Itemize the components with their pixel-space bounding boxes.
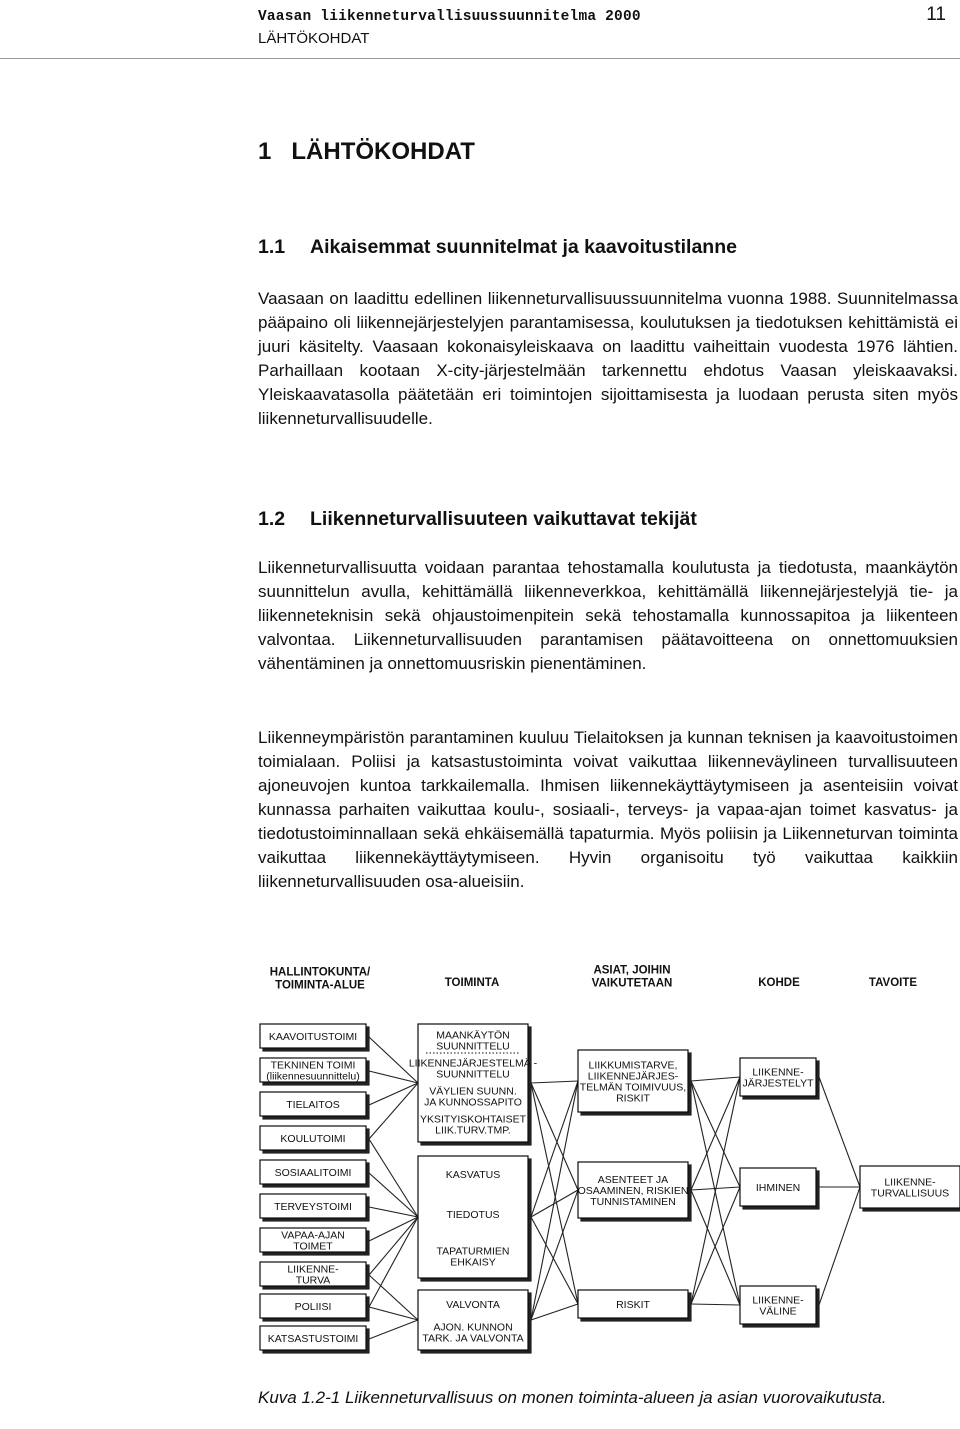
connector-line [531, 1190, 578, 1320]
factor-box-label: ASENTEET JA [597, 1174, 669, 1186]
column-header-col5: TAVOITE [868, 977, 918, 989]
column-header-col2: TOIMINTA [444, 977, 500, 989]
department-box-label: POLIISI [294, 1301, 332, 1313]
connector-line [531, 1217, 578, 1304]
target-box-label: JÄRJESTELYT [742, 1077, 814, 1090]
factor-box-label: RISKIT [616, 1299, 650, 1311]
target-box-label: VÄLINE [759, 1305, 797, 1318]
running-header [258, 6, 641, 50]
activity-item: KASVATUS [445, 1169, 501, 1181]
section-title: Aikaisemmat suunnitelmat ja kaavoitustilanne [310, 236, 737, 258]
connector-line [369, 1217, 418, 1307]
diagram-column-headers [270, 965, 918, 992]
activity-item: LIIKENNEJÄRJESTELMÄ - [408, 1057, 538, 1070]
connector-line [531, 1081, 578, 1217]
department-box-label: TOIMET [293, 1240, 333, 1253]
column-header-col4: KOHDE [758, 977, 800, 989]
connector-line [369, 1207, 418, 1217]
department-box-label: KAAVOITUSTOIMI [268, 1031, 358, 1043]
factor-box-label: LIIKKUMISTARVE, [588, 1059, 678, 1072]
activity-item: TIEDOTUS [446, 1209, 500, 1221]
activity-item: SUUNNITTELU [436, 1040, 510, 1053]
connector-line [691, 1304, 740, 1305]
department-box-label: TEKNINEN TOIMI [270, 1059, 356, 1072]
factor-box-label: TELMÄN TOIMIVUUS, [579, 1081, 687, 1094]
activity-item: YKSITYISKOHTAISET [420, 1113, 526, 1126]
section-1-2-paragraph-2: Liikenneympäristön parantaminen kuuluu Tielaitoksen ja kunnan teknisen ja kaavoitustoimen toimialaan. Poliisi ja katsastustoiminta voivat vaikuttaa liikenneväylineen turvallisuuteen ajoneuvojen kuntoa tarkkailemalla. Ihmisen liikennekäyttäytymiseen ja asenteisiin voivat kunnassa parhaiten vaikuttaa koulu-, sosiaali-, terveys- ja vapaa-ajan toimet kasvatus- ja tiedotustoiminnallaan sekä ehkäisemällä tapaturmia. Myös poliisin ja Liikenneturvan toiminta vaikuttaa liikennekäyttäytymiseen. Hyvin organisoitu työ vaikuttaa kaikkiin liikenneturvallisuuden osa-alueisiin. [258, 728, 958, 891]
section-heading-1-2 [258, 508, 697, 531]
activity-item: LIIK.TURV.TMP. [435, 1124, 511, 1137]
connector-line [531, 1304, 578, 1320]
connector-line [819, 1077, 860, 1187]
connector-line [819, 1187, 860, 1305]
department-box-label: (liikennesuunnittelu) [266, 1070, 360, 1083]
factor-box-label: LIIKENNEJÄRJES- [587, 1070, 679, 1083]
connector-line [369, 1320, 418, 1339]
section-1-1-paragraph: Vaasaan on laadittu edellinen liikenneturvallisuussuunnitelma vuonna 1988. Suunnitelmassa pääpaino oli liikennejärjestelyjen parantamisessa, koulutuksen ja tiedotuksen kehittämistä ei juuri käsitelty. Vaasaan kokonaisyleiskaava on laadittu vaiheittain vuodesta 1976 lähtien. Parhaillaan kootaan X-city-järjestelmään tarkennettu ehdotus Vaasan yleiskaavaksi. Yleiskaavatasolla päätetään eri toimintojen sijoittamisesta ja luodaan perusta siten myös liikenneturvallisuudelle. [258, 289, 958, 428]
connector-line [369, 1217, 418, 1241]
activity-item: SUUNNITTELU [436, 1068, 510, 1081]
activity-item: MAANKÄYTÖN [436, 1029, 510, 1042]
factor-box-label: OSAAMINEN, RISKIEN [577, 1185, 689, 1197]
connector-line [531, 1081, 578, 1083]
factor-box-label: TUNNISTAMINEN [590, 1196, 676, 1208]
department-box-label: TERVEYSTOIMI [274, 1201, 352, 1213]
influence-diagram [250, 960, 960, 1360]
department-box-label: KOULUTOIMI [280, 1133, 346, 1145]
section-number: 1.2 [258, 508, 286, 530]
page-number: 11 [926, 4, 946, 25]
department-box-label: VAPAA-AJAN [281, 1229, 345, 1242]
connector-line [369, 1139, 418, 1217]
connector-line [691, 1077, 740, 1190]
connector-line [369, 1217, 418, 1275]
section-number: 1.1 [258, 236, 286, 258]
target-box-label: IHMINEN [755, 1182, 801, 1194]
figure-caption: Kuva 1.2-1 Liikenneturvallisuus on monen toiminta-alueen ja asian vuorovaikutusta. [258, 1388, 887, 1407]
activity-item: VALVONTA [446, 1299, 500, 1311]
chapter-number: 1 [258, 138, 272, 165]
target-box-label: LIIKENNE- [752, 1066, 804, 1079]
activity-item: JA KUNNOSSAPITO [424, 1096, 522, 1109]
activity-item: VÄYLIEN SUUNN. [429, 1085, 517, 1098]
connector-line [369, 1173, 418, 1217]
connector-line [369, 1083, 418, 1139]
department-box-label: TIELAITOS [286, 1099, 340, 1111]
section-heading-1-1 [258, 236, 737, 259]
connector-line [369, 1071, 418, 1083]
factor-box-label: RISKIT [616, 1092, 650, 1105]
connector-line [531, 1083, 578, 1190]
column-header-col1: HALLINTOKUNTA/ [269, 966, 371, 979]
column-header-col3: VAIKUTETAAN [591, 977, 673, 990]
goal-box-label: LIIKENNE- [884, 1176, 936, 1189]
header-divider [0, 58, 960, 59]
goal-box-label: TURVALLISUUS [870, 1187, 950, 1200]
document-title: Vaasan liikenneturvallisuussuunnitelma 2000 [258, 9, 641, 25]
activity-item: AJON. KUNNON [433, 1321, 513, 1334]
section-title: Liikenneturvallisuuteen vaikuttavat tekijät [310, 508, 697, 530]
department-box-label: TURVA [295, 1274, 331, 1287]
section-name: LÄHTÖKOHDAT [258, 30, 370, 47]
department-box-label: SOSIAALITOIMI [274, 1167, 352, 1179]
column-header-col1: TOIMINTA-ALUE [275, 979, 365, 992]
connector-line [369, 1083, 418, 1105]
connector-line [691, 1077, 740, 1081]
department-box-label: KATSASTUSTOIMI [267, 1333, 359, 1345]
department-box-label: LIIKENNE- [287, 1263, 339, 1276]
chapter-title: LÄHTÖKOHDAT [291, 138, 475, 165]
section-1-2-paragraph-1: Liikenneturvallisuutta voidaan parantaa tehostamalla koulutusta ja tiedotusta, maankäytön suunnittelun avulla, kehittämällä liikenneverkkoa, kehittämällä liikennejärjestelyjä tie- ja liikenneteknisin sekä ohjaustoimenpitein sekä tehostamalla kunnossapitoa ja liikenteen valvontaa. Liikenneturvallisuuden parantamisen päätavoitteena on onnettomuuksien vähentäminen ja onnettomuusriskin pienentäminen. [258, 558, 958, 673]
column-header-col3: ASIAT, JOIHIN [593, 964, 671, 977]
activity-item: EHKAISY [450, 1256, 496, 1269]
chapter-heading [258, 138, 475, 166]
target-box-label: LIIKENNE- [752, 1294, 804, 1307]
activity-item: TAPATURMIEN [436, 1245, 510, 1258]
activity-item: TARK. JA VALVONTA [422, 1332, 524, 1345]
